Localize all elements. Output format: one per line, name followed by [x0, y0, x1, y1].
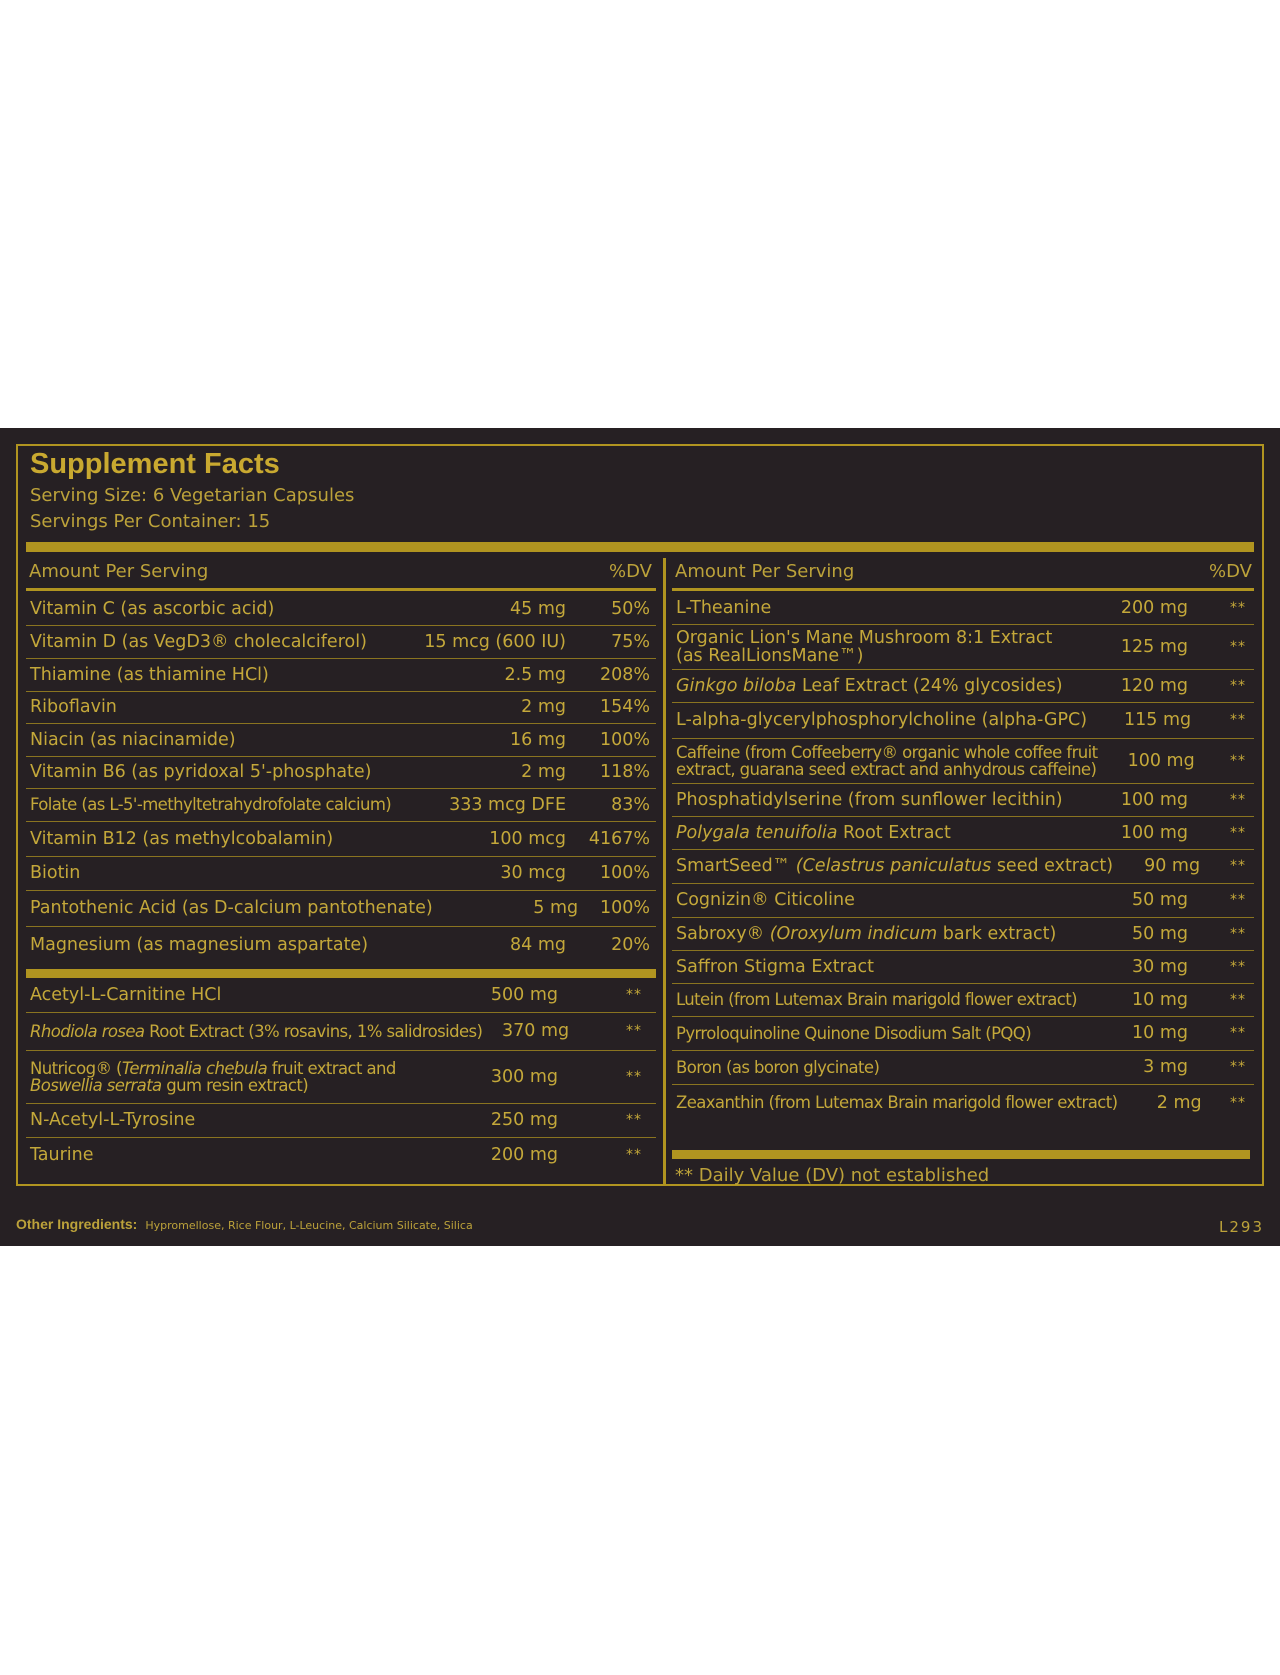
ingredient-amount: 250 mg [490, 1110, 558, 1131]
ingredient-name [26, 864, 396, 882]
ingredient-dv: ** [1230, 600, 1246, 617]
ingredient-name [672, 599, 1078, 617]
ingredient-amount: 2 mg [521, 762, 566, 783]
ingredient-row [26, 1013, 656, 1051]
ingredient-amount: 50 mg [1132, 890, 1188, 911]
ingredient-name-line [676, 1025, 1078, 1042]
ingredient-name-line [676, 958, 1078, 976]
ingredient-row [672, 1017, 1254, 1051]
ingredient-amount: 500 mg [490, 985, 558, 1006]
ingredient-row [26, 626, 656, 659]
ingredient-name [26, 830, 396, 848]
ingredient-name-line [676, 857, 1113, 875]
other-ingredients-text: Hypromellose, Rice Flour, L-Leucine, Calcium Silicate, Silica [145, 1219, 473, 1232]
ingredient-name-line [30, 666, 396, 684]
ingredient-row [26, 692, 656, 724]
ingredient-name-line [30, 1111, 458, 1129]
ingredient-name-part: N-Acetyl-L-Tyrosine [30, 1110, 196, 1131]
ingredient-name-line [30, 830, 396, 848]
ingredient-dv: 100% [599, 863, 650, 884]
ingredient-dv: ** [1230, 791, 1246, 808]
ingredient-dv: ** [626, 987, 642, 1004]
ingredient-amount: 125 mg [1120, 636, 1188, 657]
ingredient-name-line [676, 711, 1087, 729]
ingredient-dv: ** [1230, 958, 1246, 975]
ingredient-row [26, 724, 656, 757]
ingredient-amount: 30 mg [1132, 956, 1188, 977]
ingredient-name [26, 731, 396, 749]
ingredient-name [26, 986, 458, 1004]
ingredient-dv: 75% [611, 631, 650, 652]
ingredient-name-part: Magnesium (as magnesium aspartate) [30, 934, 369, 955]
ingredient-amount: 100 mg [1120, 822, 1188, 843]
ingredient-amount: 100 mcg [489, 828, 566, 849]
ingredient-name-italic: Terminalia chebula [121, 1058, 268, 1078]
ingredient-row [672, 984, 1254, 1017]
ingredient-name-part: L-Theanine [676, 598, 772, 619]
ingredient-dv: 20% [611, 934, 650, 955]
ingredient-name-line [676, 677, 1078, 695]
ingredient-name-part: Pyrroloquinoline Quinone Disodium Salt (PQQ) [676, 1023, 1032, 1043]
ingredient-amount: 370 mg [502, 1021, 570, 1042]
ingredient-amount: 300 mg [490, 1066, 558, 1087]
ingredient-name-line [676, 925, 1078, 943]
ingredient-name-part: Vitamin B12 (as methylcobalamin) [30, 828, 334, 849]
ingredient-name-part: Thiamine (as thiamine HCl) [30, 664, 269, 685]
ingredient-dv: ** [1230, 824, 1246, 841]
ingredient-name [26, 666, 396, 684]
right-header-label: Amount Per Serving [675, 560, 855, 582]
ingredient-dv: 4167% [588, 828, 650, 849]
ingredient-row [26, 979, 656, 1013]
top-divider-bar [26, 542, 1254, 552]
ingredient-name-italic: Boswellia serrata [30, 1076, 162, 1095]
ingredient-row [672, 850, 1254, 884]
ingredient-amount: 30 mcg [500, 863, 566, 884]
ingredient-name-part: Caffeine (from Coffeeberry® organic whole coffee fruit [676, 742, 1098, 762]
ingredient-name-italic: Ginkgo biloba [676, 675, 797, 696]
ingredient-dv: 118% [599, 762, 650, 783]
lot-number: L293 [1219, 1218, 1264, 1236]
ingredient-name-part: seed extract) [991, 856, 1114, 877]
right-column-header [672, 554, 1254, 588]
ingredient-name [26, 936, 396, 954]
ingredient-name-line [30, 864, 396, 882]
ingredient-dv: ** [1230, 1025, 1246, 1042]
ingredient-name [672, 991, 1078, 1008]
ingredient-name-part: Nutricog® ( [30, 1058, 122, 1078]
ingredient-name-line [676, 629, 1078, 647]
ingredient-dv: 83% [611, 794, 650, 815]
ingredient-name [26, 600, 396, 618]
left-column-header [26, 554, 656, 588]
ingredient-name-line [30, 763, 396, 781]
ingredient-name-line2: (as RealLionsMane™) [676, 646, 864, 666]
ingredient-dv: ** [1230, 925, 1246, 942]
ingredient-name-line [676, 1094, 1117, 1111]
ingredient-name-part: Root Extract (3% rosavins, 1% salidrosides) [144, 1021, 483, 1041]
ingredient-name-line [30, 1060, 458, 1095]
ingredient-name-part: Acetyl-L-Carnitine HCl [30, 985, 222, 1006]
ingredient-row [672, 625, 1254, 670]
ingredient-row [26, 822, 656, 857]
ingredient-name-part: Biotin [30, 863, 81, 884]
ingredient-row [26, 927, 656, 963]
ingredient-name [672, 925, 1078, 943]
ingredient-dv: ** [1230, 752, 1246, 769]
ingredient-amount: 2 mg [1156, 1092, 1202, 1113]
ingredient-name-part: L-alpha-glycerylphosphorylcholine (alpha-GPC) [676, 710, 1088, 731]
left-mid-divider-bar [26, 969, 656, 978]
ingredient-name-part: Pantothenic Acid (as D-calcium pantothenate) [30, 898, 433, 919]
ingredient-row [672, 1051, 1254, 1085]
ingredient-name [672, 677, 1078, 695]
ingredient-name-part: Riboflavin [30, 697, 117, 718]
ingredient-row [672, 817, 1254, 850]
ingredient-name-italic: Polygala tenuifolia [676, 822, 838, 843]
dv-footnote: ** Daily Value (DV) not established [675, 1165, 990, 1186]
ingredient-dv: ** [1230, 858, 1246, 875]
ingredient-name-part: Phosphatidylserine (from sunflower lecithin) [676, 789, 1063, 810]
ingredient-name-part: Sabroxy® [676, 923, 770, 944]
ingredient-amount: 100 mg [1127, 750, 1195, 771]
left-header-dv: %DV [609, 560, 652, 582]
ingredient-name-line [676, 791, 1078, 809]
ingredient-row [26, 857, 656, 891]
other-ingredients-label: Other Ingredients: [16, 1216, 138, 1232]
ingredient-name-line [30, 986, 458, 1004]
ingredient-name [26, 633, 396, 651]
ingredient-name [672, 1025, 1078, 1042]
ingredient-amount: 3 mg [1143, 1057, 1188, 1078]
ingredient-name [672, 629, 1078, 666]
ingredient-row [26, 891, 656, 927]
ingredient-amount: 100 mg [1120, 789, 1188, 810]
ingredient-row [26, 1104, 656, 1138]
ingredient-amount: 10 mg [1132, 1023, 1188, 1044]
ingredient-dv: ** [1230, 712, 1246, 729]
ingredient-name-part: fruit extract and [267, 1058, 396, 1078]
ingredient-name-italic: Rhodiola rosea [30, 1021, 145, 1041]
ingredient-name-part: bark extract) [937, 923, 1057, 944]
ingredient-row [672, 1085, 1254, 1121]
ingredient-name-line [30, 899, 433, 917]
ingredient-name-line [676, 1059, 1078, 1076]
ingredient-name-italic: (Oroxylum indicum [769, 923, 938, 944]
ingredient-name [26, 1146, 458, 1164]
right-bottom-divider-bar [672, 1150, 1250, 1159]
ingredient-dv: ** [626, 1068, 642, 1085]
serving-size: Serving Size: 6 Vegetarian Capsules [30, 485, 355, 506]
ingredient-name [672, 857, 1113, 875]
ingredient-dv: 100% [599, 898, 650, 919]
ingredient-name-part: Saffron Stigma Extract [676, 956, 875, 977]
ingredient-row [672, 884, 1254, 918]
ingredient-amount: 15 mcg (600 IU) [424, 631, 566, 652]
ingredient-name-part: gum resin extract) [161, 1076, 309, 1095]
ingredient-name [672, 891, 1078, 909]
ingredient-name [26, 763, 396, 781]
ingredient-dv: 154% [599, 697, 650, 718]
ingredient-dv: ** [1230, 1094, 1246, 1111]
ingredient-name [26, 1023, 482, 1040]
ingredient-amount: 16 mg [510, 729, 566, 750]
ingredient-name [26, 698, 396, 716]
ingredient-amount: 200 mg [490, 1144, 558, 1165]
ingredient-dv: ** [626, 1112, 642, 1129]
ingredient-name-line [30, 731, 396, 749]
ingredient-name-part: Vitamin B6 (as pyridoxal 5'-phosphate) [30, 762, 372, 783]
other-ingredients [16, 1216, 473, 1232]
ingredient-name [672, 958, 1078, 976]
ingredient-name-line [30, 600, 396, 618]
ingredient-name-line [30, 633, 396, 651]
ingredient-amount: 120 mg [1120, 675, 1188, 696]
ingredient-name-line [676, 599, 1078, 617]
ingredient-name-italic: (Celastrus paniculatus [795, 856, 992, 877]
ingredient-name-part: Cognizin® Citicoline [676, 890, 855, 911]
ingredient-name [672, 711, 1087, 729]
servings-per-container: Servings Per Container: 15 [30, 511, 271, 532]
ingredient-name-part: Vitamin D (as VegD3® cholecalciferol) [30, 631, 367, 652]
ingredient-name [672, 1094, 1117, 1111]
ingredient-name [26, 899, 433, 917]
ingredient-dv: ** [626, 1146, 642, 1163]
ingredient-dv: 50% [611, 598, 650, 619]
ingredient-dv: ** [1230, 677, 1246, 694]
ingredient-name [26, 1111, 458, 1129]
supplement-facts-panel [0, 428, 1280, 1246]
ingredient-row [26, 659, 656, 692]
ingredient-name [672, 791, 1078, 809]
ingredient-amount: 5 mg [533, 898, 579, 919]
ingredient-amount: 115 mg [1124, 710, 1192, 731]
ingredient-name-line2: extract, guarana seed extract and anhydrous caffeine) [676, 760, 1097, 779]
ingredient-dv: ** [1230, 638, 1246, 655]
ingredient-dv: ** [626, 1023, 642, 1040]
ingredient-name [672, 824, 1078, 842]
ingredient-amount: 50 mg [1132, 923, 1188, 944]
ingredient-row [26, 1051, 656, 1104]
ingredient-name-part: Organic Lion's Mane Mushroom 8:1 Extract [676, 627, 1053, 648]
ingredient-amount: 2.5 mg [504, 664, 566, 685]
ingredient-name-line [30, 1146, 458, 1164]
ingredient-dv: ** [1230, 991, 1246, 1008]
ingredient-amount: 84 mg [510, 934, 566, 955]
ingredient-amount: 333 mcg DFE [449, 794, 566, 815]
ingredient-dv: ** [1230, 1059, 1246, 1076]
ingredient-row [26, 789, 656, 822]
ingredient-name-part: Zeaxanthin (from Lutemax Brain marigold flower extract) [676, 1093, 1118, 1113]
ingredient-name-part: Folate (as L-5'-methyltetrahydrofolate calcium) [30, 795, 392, 815]
page-title: Supplement Facts [30, 448, 280, 480]
ingredient-name-line [676, 744, 1097, 761]
ingredient-name-line [30, 1023, 482, 1040]
ingredient-dv: 100% [599, 729, 650, 750]
ingredient-dv: ** [1230, 892, 1246, 909]
left-header-label: Amount Per Serving [29, 560, 209, 582]
ingredient-amount: 2 mg [521, 697, 566, 718]
ingredient-name-part: Root Extract [837, 822, 951, 843]
ingredient-name-line [676, 824, 1078, 842]
ingredient-row [672, 951, 1254, 984]
ingredient-amount: 10 mg [1132, 989, 1188, 1010]
right-header-rule [672, 588, 1254, 591]
ingredient-name-part: Niacin (as niacinamide) [30, 729, 236, 750]
ingredient-amount: 90 mg [1144, 856, 1201, 877]
ingredient-row [672, 703, 1254, 739]
ingredient-name [672, 744, 1097, 779]
ingredient-row [26, 1138, 656, 1172]
ingredient-name-line [30, 698, 396, 716]
ingredient-name-part: Boron (as boron glycinate) [676, 1057, 880, 1077]
ingredient-name-part: Lutein (from Lutemax Brain marigold flower extract) [676, 990, 1077, 1010]
ingredient-amount: 45 mg [510, 598, 566, 619]
ingredient-name-part: Leaf Extract (24% glycosides) [796, 675, 1063, 696]
ingredient-name-part: SmartSeed™ [676, 856, 796, 877]
column-divider [663, 558, 666, 1186]
ingredient-name [26, 1060, 458, 1095]
ingredient-row [672, 593, 1254, 625]
ingredient-row [672, 670, 1254, 703]
ingredient-name-part: Vitamin C (as ascorbic acid) [30, 598, 275, 619]
ingredient-dv: 208% [599, 664, 650, 685]
left-header-rule [26, 588, 656, 591]
ingredient-row [672, 784, 1254, 817]
ingredient-name-line [676, 991, 1078, 1008]
ingredient-row [26, 757, 656, 789]
ingredient-row [26, 593, 656, 626]
ingredient-name-line [30, 936, 396, 954]
ingredient-name-line [30, 796, 396, 813]
ingredient-amount: 200 mg [1120, 598, 1188, 619]
ingredient-name-line [676, 891, 1078, 909]
ingredient-row [672, 918, 1254, 951]
right-header-dv: %DV [1209, 560, 1252, 582]
ingredient-name [672, 1059, 1078, 1076]
ingredient-name [26, 796, 396, 813]
ingredient-name-part: Taurine [30, 1144, 94, 1165]
ingredient-row [672, 739, 1254, 784]
